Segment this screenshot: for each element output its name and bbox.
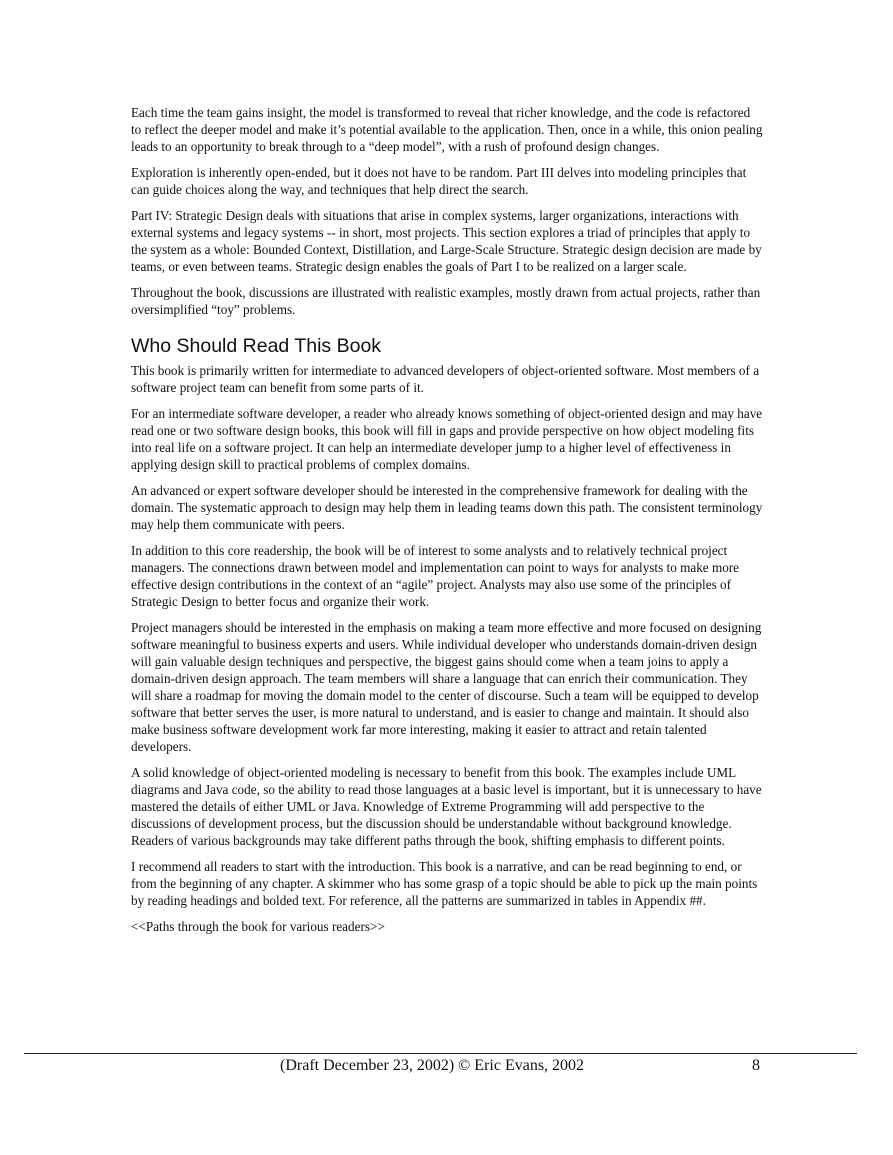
footer-divider [24, 1053, 857, 1054]
footer-copyright: (Draft December 23, 2002) © Eric Evans, 2002 [280, 1057, 585, 1074]
paragraph: <<Paths through the book for various readers>> [131, 919, 385, 934]
paragraph: Throughout the book, discussions are illustrated with realistic examples, mostly drawn from actual projects, rather than oversimplified “toy” problems. [131, 285, 761, 317]
paragraph: This book is primarily written for intermediate to advanced developers of object-oriented software. Most members of a software project team can benefit from some parts of it. [131, 363, 760, 395]
paragraph: I recommend all readers to start with the introduction. This book is a narrative, and can be read beginning to end, or from the beginning of any chapter. A skimmer who has some grasp of a topic should be able to pick up the main points by reading headings and bolded text. For reference, all the patterns are summarized in tables in Appendix ##. [131, 859, 758, 908]
paragraph: Part IV: Strategic Design deals with situations that arise in complex systems, larger organizations, interactions with external systems and legacy systems -- in short, most projects. This section explores a triad of principles that apply to the system as a whole: Bounded Context, Distillation, and Large-Scale Structure. Strategic design decision are made by teams, or even between teams. Strategic design enables the goals of Part I to be realized on a larger scale. [131, 208, 762, 274]
paragraph: Each time the team gains insight, the model is transformed to reveal that richer knowledge, and the code is refactored to reflect the deeper model and make it’s potential available to the application. Then, once in a while, this onion pealing leads to an opportunity to break through to a “deep model”, with a rush of profound design changes. [131, 105, 763, 154]
paragraph: Exploration is inherently open-ended, but it does not have to be random. Part III delves into modeling principles that can guide choices along the way, and techniques that help direct the search. [131, 165, 747, 197]
paragraph: A solid knowledge of object-oriented modeling is necessary to benefit from this book. The examples include UML diagrams and Java code, so the ability to read those languages at a basic level is important, but it is unnecessary to have mastered the details of either UML or Java. Knowledge of Extreme Programming will add perspective to the discussions of development process, but the discussion should be understandable without background knowledge. Readers of various backgrounds may take different paths through the book, shifting emphasis to different points. [131, 765, 762, 848]
paragraph: In addition to this core readership, the book will be of interest to some analysts and to relatively technical project managers. The connections drawn between model and implementation can point to ways for analysts to make more effective design contributions in the context of an “agile” project. Analysts may also use some of the principles of Strategic Design to better focus and organize their work. [131, 543, 740, 609]
section-heading: Who Should Read This Book [131, 335, 382, 357]
paragraph: An advanced or expert software developer should be interested in the comprehensive framework for dealing with the domain. The systematic approach to design may help them in leading teams down this path. The consistent terminology may help them communicate with peers. [131, 483, 763, 532]
paragraph: For an intermediate software developer, a reader who already knows something of object-oriented design and may have read one or two software design books, this book will fill in gaps and provide perspective on how object modeling fits into real life on a software project. It can help an intermediate developer jump to a higher level of effectiveness in applying design skill to practical problems of complex domains. [131, 406, 763, 472]
paragraph: Project managers should be interested in the emphasis on making a team more effective and more focused on designing software meaningful to business experts and users. While individual developer who understands domain-driven design will gain valuable design techniques and perspective, the biggest gains should come when a team joins to apply a domain-driven design approach. The team members will share a language that can enrich their communication. They will share a roadmap for moving the domain model to the center of discourse. Such a team will be equipped to develop software that better serves the user, is more natural to understand, and is easier to change and maintain. It should also make business software development work far more interesting, making it easier to attract and retain talented developers. [131, 620, 762, 754]
page-number: 8 [752, 1057, 760, 1074]
page-body [131, 104, 763, 944]
